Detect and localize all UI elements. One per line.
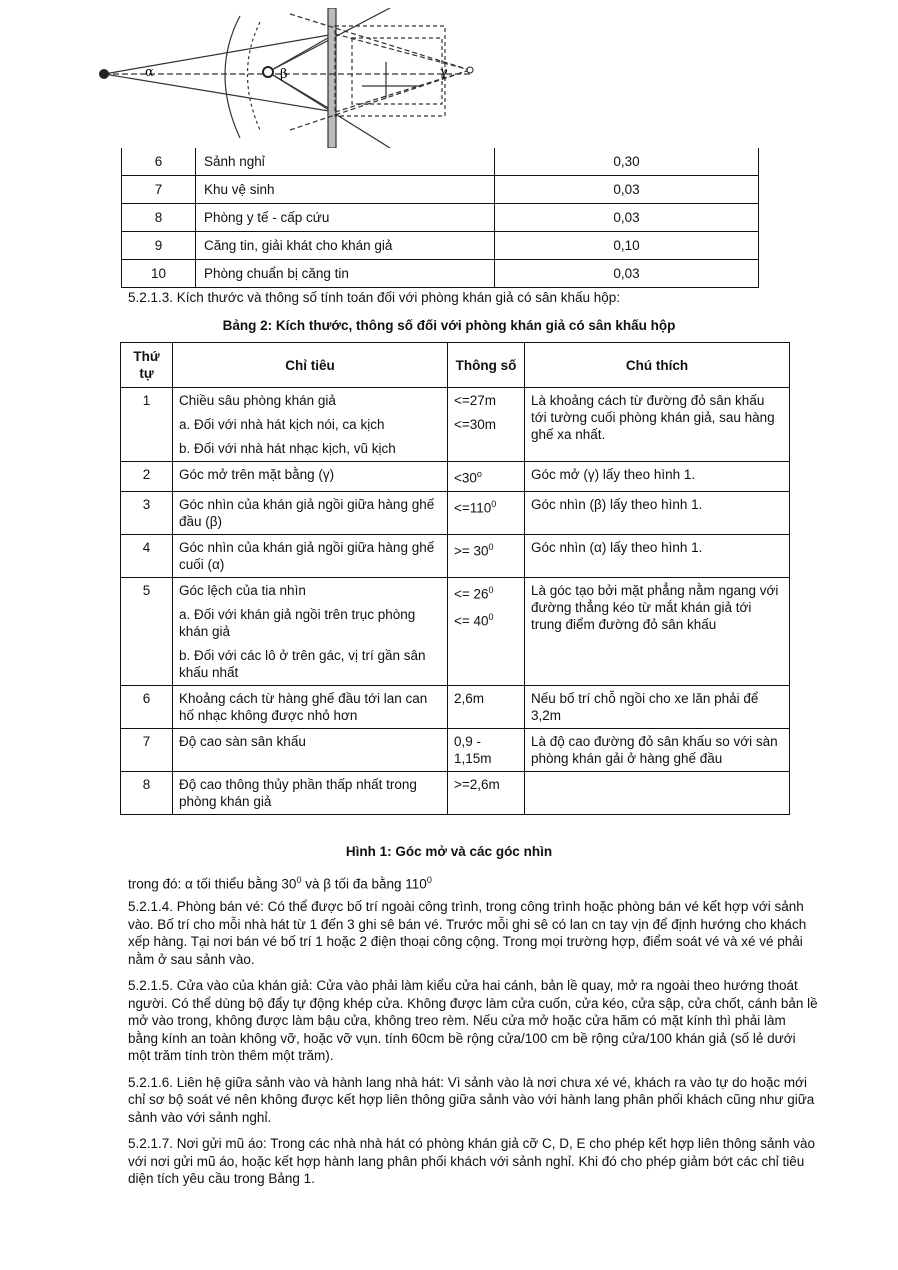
- criteria-cell: Khoảng cách từ hàng ghế đầu tới lan can hố nhạc không được nhỏ hơn: [173, 685, 448, 728]
- viewing-angle-figure: [90, 8, 500, 148]
- table-row: [121, 388, 790, 462]
- row-number: 8: [122, 204, 196, 232]
- row-number: 10: [122, 260, 196, 288]
- area-name: Sảnh nghỉ: [196, 148, 495, 176]
- parameter-cell: <= $26^0$ <= $40^0$: [448, 577, 525, 685]
- parameter-value: <= 40: [454, 613, 489, 629]
- note-cell: Góc mở (γ) lấy theo hình 1.: [525, 462, 790, 492]
- note-cell: Là khoảng cách từ đường đỏ sân khấu tới tường cuối phòng khán giả, sau hàng ghế xa nhất.: [525, 388, 790, 462]
- paragraph: 5.2.1.5. Cửa vào của khán giả: Cửa vào phải làm kiểu cửa hai cánh, bản lề quay, mở ra ngoài theo hướng thoát người. Có thể dùng bộ đẩy tự động khép cửa. Không được làm cửa cuốn, cửa kéo, cửa sập, cửa chốt, cánh bản lề mở vào trong, không được làm bậu cửa, không treo rèm. Nếu cửa mở hoặc cửa hãm có mặt kính thì phải làm bằng kính an toàn không vỡ, hoặc vỡ vụn. tính 60cm bề rộng cửa/100 cm bề rộng cửa/100 khán giả (số lẻ dưới một trăm tính tròn thêm một trăm).: [128, 978, 818, 1063]
- criteria-cell: [173, 388, 448, 462]
- note-cell: Nếu bố trí chỗ ngồi cho xe lăn phải để 3,2m: [525, 685, 790, 728]
- row-number: 6: [122, 148, 196, 176]
- parameter-value: <= 26: [454, 586, 489, 601]
- table-2-caption: Bảng 2: Kích thước, thông số đối với phòng khán giả có sân khấu hộp: [222, 318, 676, 333]
- table-row: [122, 176, 759, 204]
- parameter-cell: >= $30^0$: [448, 534, 525, 577]
- criteria-cell: Góc mở trên mặt bằng (γ): [173, 462, 448, 492]
- table-row: [121, 491, 790, 534]
- area-name: Phòng chuẩn bị căng tin: [196, 260, 495, 288]
- row-number: 9: [122, 232, 196, 260]
- criteria-cell: Độ cao thông thủy phần thấp nhất trong phòng khán giả: [173, 771, 448, 814]
- gamma-point: [467, 67, 473, 73]
- beta-label: β: [280, 67, 288, 82]
- alpha-eye-point: [99, 69, 109, 79]
- table-row: [122, 204, 759, 232]
- beta-eye-point: [263, 67, 273, 77]
- where-text-end: và β tối đa bằng 110: [301, 876, 427, 892]
- table-row: [122, 232, 759, 260]
- row-number: 5: [121, 577, 173, 685]
- area-value: 0,30: [495, 148, 759, 176]
- row-number: 4: [121, 534, 173, 577]
- table-row: [122, 148, 759, 176]
- area-name: Căng tin, giải khát cho khán giả: [196, 232, 495, 260]
- parameter-value: >= 30: [454, 543, 489, 558]
- table-2: [120, 342, 790, 815]
- criteria-text: Góc lệch của tia nhìn: [179, 582, 306, 598]
- header-parameter: Thông số: [448, 343, 525, 388]
- table-row: [121, 534, 790, 577]
- row-number: 7: [122, 176, 196, 204]
- criteria-sub-b: b. Đối với nhà hát nhạc kịch, vũ kịch: [179, 441, 396, 456]
- note-cell: Là độ cao đường đỏ sân khấu so với sàn phòng khán gải ở hàng ghế đầu: [525, 728, 790, 771]
- area-value: 0,03: [495, 260, 759, 288]
- criteria-cell: [173, 577, 448, 685]
- row-number: 3: [121, 491, 173, 534]
- body-paragraphs: [128, 898, 818, 1197]
- area-value: 0,03: [495, 204, 759, 232]
- section-5-2-1-3: 5.2.1.3. Kích thước và thông số tính toán đối với phòng khán giả có sân khấu hộp:: [128, 290, 621, 305]
- gamma-label: γ: [440, 65, 448, 80]
- parameter-value: <=110: [454, 500, 492, 515]
- parameter-value: <30: [454, 470, 477, 486]
- row-number: 2: [121, 462, 173, 492]
- criteria-sub-a: a. Đối với nhà hát kịch nói, ca kịch: [179, 417, 385, 432]
- row-number: 7: [121, 728, 173, 771]
- note-cell: Là góc tạo bởi mặt phẳng nằm ngang với đường thẳng kéo từ mắt khán giả tới trung điểm đường đỏ sân khấu: [525, 577, 790, 685]
- table-1-continuation: [121, 148, 759, 288]
- criteria-sub-a: a. Đối với khán giả ngồi trên trục phòng khán giả: [179, 606, 416, 639]
- table-row: [121, 771, 790, 814]
- area-value: 0,03: [495, 176, 759, 204]
- parameter-value: <=27m: [454, 393, 497, 408]
- criteria-text: Chiều sâu phòng khán giả: [179, 393, 336, 408]
- parameter-cell: >=2,6m: [448, 771, 525, 814]
- where-text-start: trong đó: α tối thiểu bằng 30: [128, 876, 297, 892]
- note-cell: [525, 771, 790, 814]
- table-row: [121, 728, 790, 771]
- header-criteria: Chỉ tiêu: [173, 343, 448, 388]
- row-number: 8: [121, 771, 173, 814]
- paragraph: 5.2.1.6. Liên hệ giữa sảnh vào và hành lang nhà hát: Vì sảnh vào là nơi chưa xé vé, khách ra vào tự do hoặc mới chỉ sơ bộ soát vé nên không được kết hợp liên thông giữa sảnh vào với hành lang phân phối khách cũng như giữa sảnh vào với sảnh nghỉ.: [128, 1074, 815, 1125]
- parameter-cell: 2,6m: [448, 685, 525, 728]
- paragraph: 5.2.1.4. Phòng bán vé: Có thể được bố trí ngoài công trình, trong công trình hoặc phòng bán vé kết hợp với sảnh vào. Bố trí cho mỗi nhà hát từ 1 đến 3 ghi sê bán vé. Trước mỗi ghi sê có lan cn tay vịn để định hướng cho khách xếp hàng. Tại nơi bán vé bố trí 1 hoặc 2 điện thoại công cộng. Trong mọi trường hợp, điểm soát vé và xé vé phải nằm ở sau sảnh vào.: [128, 899, 807, 967]
- area-name: Phòng y tế - cấp cứu: [196, 204, 495, 232]
- row-number: 6: [121, 685, 173, 728]
- criteria-cell: Góc nhìn của khán giả ngồi giữa hàng ghế cuối (α): [173, 534, 448, 577]
- criteria-cell: Độ cao sàn sân khấu: [173, 728, 448, 771]
- criteria-sub-b: b. Đối với các lô ở trên gác, vị trí gần sân khấu nhất: [179, 647, 426, 680]
- figure-caption: Hình 1: Góc mở và các góc nhìn: [345, 844, 553, 859]
- table-row: [122, 260, 759, 288]
- table-row: [121, 685, 790, 728]
- row-number: 1: [121, 388, 173, 462]
- parameter-cell: 0,9 - 1,15m: [448, 728, 525, 771]
- header-note: Chú thích: [525, 343, 790, 388]
- note-cell: Góc nhìn (α) lấy theo hình 1.: [525, 534, 790, 577]
- parameter-cell: $<=110^0$: [448, 491, 525, 534]
- parameter-cell: $<30^o$: [448, 462, 525, 492]
- area-name: Khu vệ sinh: [196, 176, 495, 204]
- parameter-cell: [448, 388, 525, 462]
- area-value: 0,10: [495, 232, 759, 260]
- criteria-cell: Góc nhìn của khán giả ngồi giữa hàng ghế đầu (β): [173, 491, 448, 534]
- where-note: trong đó: α tối thiểu bằng $30^0$ và β tối đa bằng $110^0$: [128, 875, 432, 892]
- table-header-row: [121, 343, 790, 388]
- note-cell: Góc nhìn (β) lấy theo hình 1.: [525, 491, 790, 534]
- table-row: [121, 462, 790, 492]
- parameter-value: <=30m: [454, 417, 497, 432]
- header-order: Thứ tự: [121, 343, 173, 388]
- table-row: [121, 577, 790, 685]
- alpha-label: α: [145, 65, 154, 80]
- paragraph: 5.2.1.7. Nơi gửi mũ áo: Trong các nhà nhà hát có phòng khán giả cỡ C, D, E cho phép kết hợp liên thông sảnh vào với nơi gửi mũ áo, hoặc kết hợp hành lang phân phối khách với sảnh nghỉ. Khi đó cho phép giảm bớt các chỉ tiêu diện tích yêu cầu trong Bảng 1.: [128, 1136, 816, 1186]
